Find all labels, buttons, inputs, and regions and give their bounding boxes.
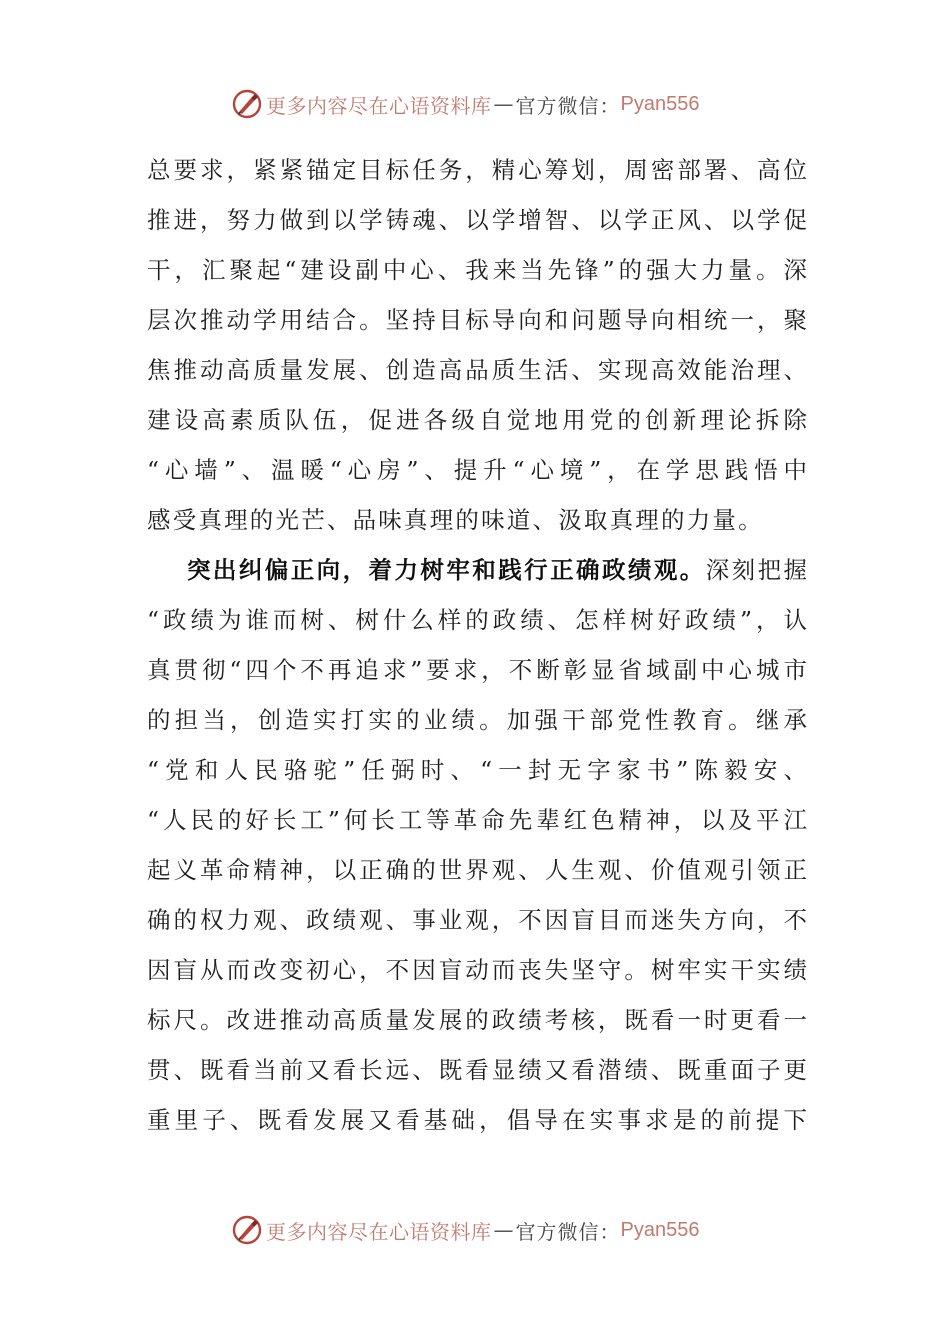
text-line: 焦推动高质量发展、创造高品质生活、实现高效能治理、: [147, 356, 807, 384]
paragraph-heading: 突出纠偏正向，着力树牢和践行正确政绩观。: [187, 556, 706, 584]
text-line: 起义革命精神，以正确的世界观、人生观、价值观引领正: [147, 856, 807, 884]
document-body: [147, 145, 807, 1145]
text-line: 建设高素质队伍，促进各级自觉地用党的创新理论拆除: [147, 406, 807, 434]
text-line: 确的权力观、政绩观、事业观，不因盲目而迷失方向，不: [147, 906, 807, 934]
text-line: “政绩为谁而树、树什么样的政绩、怎样树好政绩”，认: [147, 606, 807, 634]
text-line: 贯、既看当前又看长远、既看显绩又看潜绩、既重面子更: [147, 1056, 807, 1084]
watermark-text: 更多内容尽在心语资料库: [266, 93, 492, 118]
watermark-label: 官方微信：: [515, 1219, 621, 1244]
watermark-id: Pyan556: [620, 1218, 700, 1241]
paragraph-1: [147, 145, 807, 545]
paragraph-heading-line: [147, 545, 807, 595]
text-line: 的担当，创造实打实的业绩。加强干部党性教育。继承: [147, 706, 807, 734]
watermark-dash: —: [493, 1218, 514, 1242]
text-line: 重里子、既看发展又看基础，倡导在实事求是的前提下: [147, 1106, 807, 1134]
text-fragment: 深刻把握: [705, 556, 807, 584]
text-line: 总要求，紧紧锚定目标任务，精心筹划，周密部署、高位: [147, 156, 807, 184]
watermark-footer: [232, 1212, 732, 1248]
text-line: 因盲从而改变初心，不因盲动而丧失坚守。树牢实干实绩: [147, 956, 807, 984]
watermark-label: 官方微信：: [515, 93, 621, 118]
text-line: 推进，努力做到以学铸魂、以学增智、以学正风、以学促: [147, 206, 807, 234]
text-line: 标尺。改进推动高质量发展的政绩考核，既看一时更看一: [147, 1006, 807, 1034]
text-line: “心墙”、温暖“心房”、提升“心境”，在学思践悟中: [147, 456, 807, 484]
watermark-header: [232, 86, 732, 122]
text-line: “人民的好长工”何长工等革命先辈红色精神，以及平江: [147, 806, 807, 834]
text-line: 真贯彻“四个不再追求”要求，不断彰显省域副中心城市: [147, 656, 807, 684]
text-line: 干，汇聚起“建设副中心、我来当先锋”的强大力量。深: [147, 256, 807, 284]
paragraph-2: [147, 545, 807, 1145]
pen-nib-icon: [232, 89, 262, 119]
text-line: 层次推动学用结合。坚持目标导向和问题导向相统一，聚: [147, 306, 807, 334]
watermark-text: 更多内容尽在心语资料库: [266, 1219, 492, 1244]
watermark-id: Pyan556: [620, 92, 700, 115]
watermark-dash: —: [493, 92, 514, 116]
pen-nib-icon: [232, 1215, 262, 1245]
text-line: 感受真理的光芒、品味真理的味道、汲取真理的力量。: [147, 506, 764, 534]
text-line: “党和人民骆驼”任弼时、“一封无字家书”陈毅安、: [147, 756, 807, 784]
